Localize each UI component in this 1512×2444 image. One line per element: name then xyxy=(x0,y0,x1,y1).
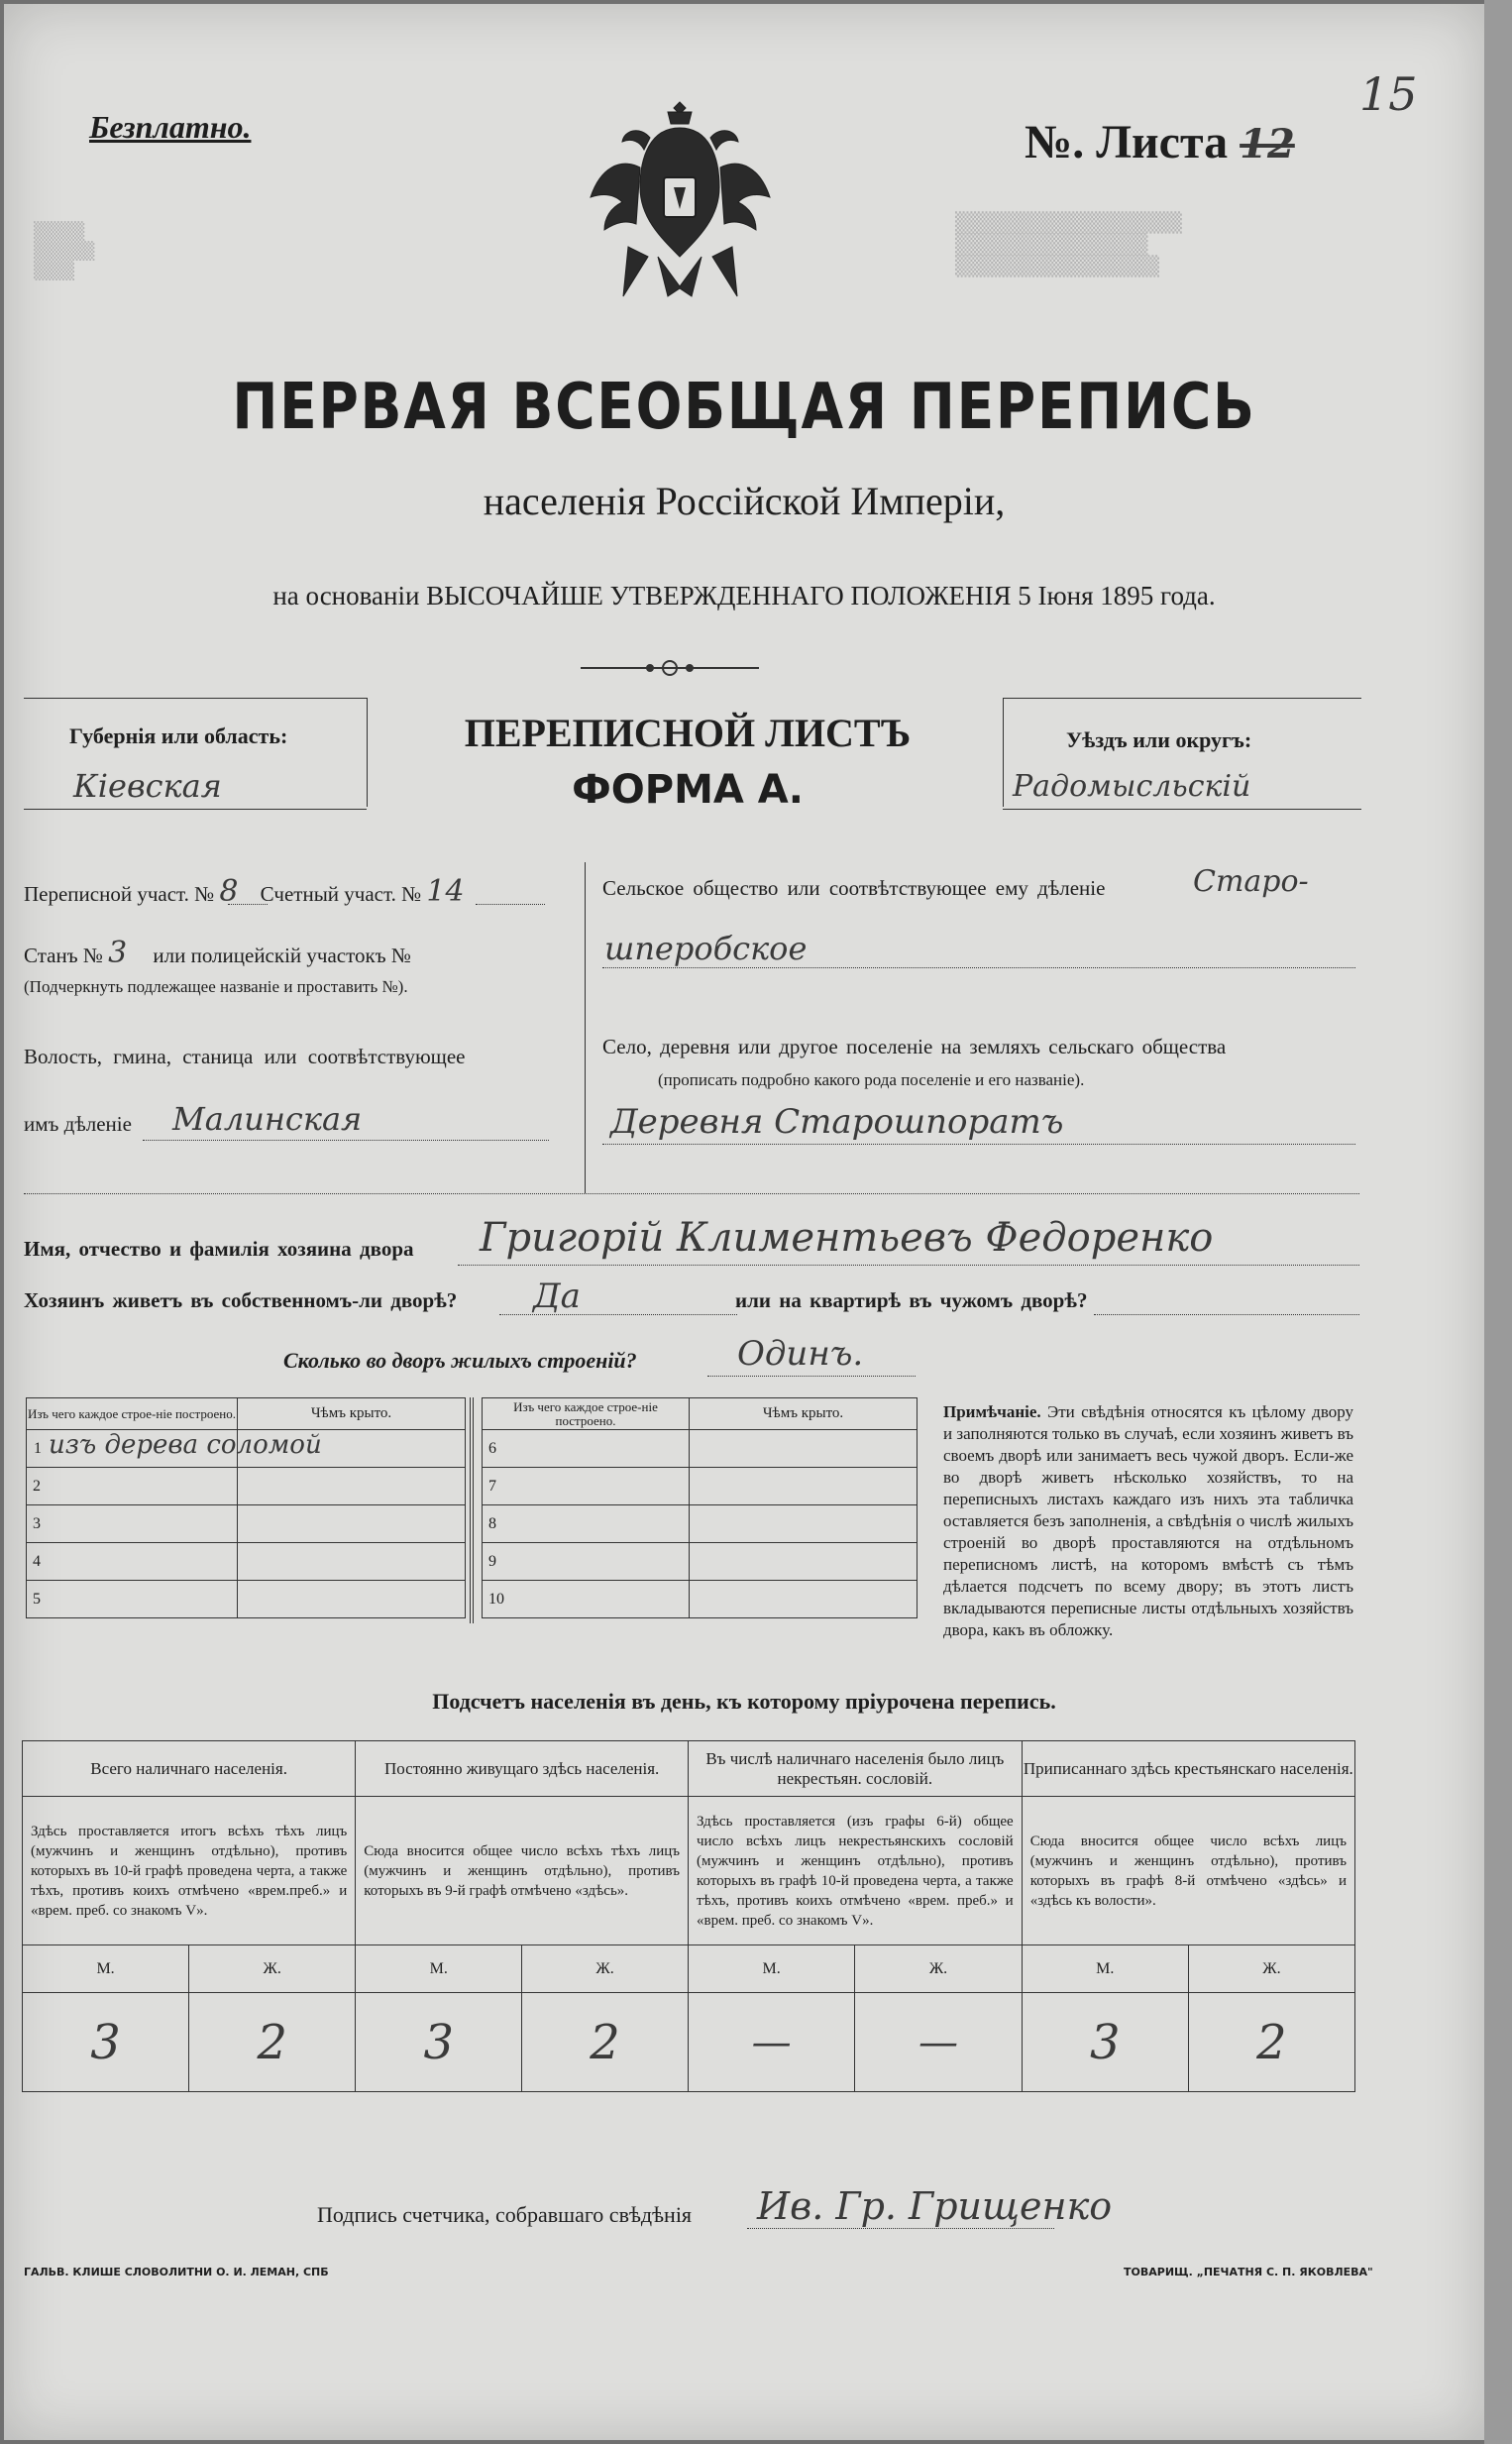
uezd-label: Уѣздъ или округъ: xyxy=(1066,727,1252,752)
material-col-header: Изъ чего каждое строе-ніе построено. xyxy=(483,1398,690,1430)
own-yard-label: Хозяинъ живетъ въ собственномъ-ли дворѣ? xyxy=(24,1288,458,1312)
count-value: 3 xyxy=(23,1993,189,2092)
count-desc-registered-peasant: Сюда вносится общее число всѣхъ лицъ (мужчинъ и женщинъ отдѣльно), противъ которыхъ въ графѣ 8-й отмѣчено «здѣсь» и «здѣсь къ волости». xyxy=(1022,1797,1354,1945)
count-header-total: Всего наличнаго населенія. xyxy=(23,1741,356,1797)
row-1-material: изъ дерева соломой xyxy=(49,1430,322,1460)
corner-number: 15 xyxy=(1359,67,1418,121)
sheet-number xyxy=(1025,115,1295,169)
volost-label: Волость, гмина, станица или соотвѣтствующее xyxy=(24,1045,466,1068)
roof-cell xyxy=(238,1468,466,1505)
ornament-divider xyxy=(581,653,759,683)
note-text: Эти свѣдѣнія относятся къ цѣлому двору и заполняются только въ случаѣ, если хозяинъ живетъ въ своемъ дворѣ или занимаетъ весь чужой дворъ. Если-же во дворѣ живетъ нѣсколько хозяйствъ, то на переписныхъ листахъ каждаго изъ нихъ эта табличка оставляется безъ заполненія, а свѣдѣнія о числѣ жилыхъ строеній во дворѣ проставляются на отдѣльномъ переписномъ листѣ, на которомъ вмѣстѣ съ тѣмъ дѣлается подсчетъ по всему двору; въ этотъ листъ вкладываются переписные листы отдѣльныхъ хозяйствъ двора, какъ въ обложку. xyxy=(943,1402,1354,1639)
row-number: 5 xyxy=(27,1581,238,1618)
roof-cell xyxy=(690,1468,918,1505)
count-section-title: Подсчетъ населенія въ день, къ которому пріурочена перепись. xyxy=(432,1689,1056,1714)
gubernia-label: Губернія или область: xyxy=(69,723,288,748)
count-value: 2 xyxy=(1188,1993,1354,2092)
roof-cell xyxy=(690,1505,918,1543)
sex-label: Ж. xyxy=(1188,1945,1354,1993)
owner-value: Григорій Климентьевъ Федоренко xyxy=(480,1215,1214,1261)
title-sub: населенія Россійской Имперіи, xyxy=(483,479,1006,523)
sex-label: М. xyxy=(1022,1945,1188,1993)
village-value: Деревня Старошпоратъ xyxy=(610,1102,1064,1142)
buildings-label: Сколько во дворъ жилыхъ строеній? xyxy=(283,1348,637,1373)
title-basis: на основаніи ВЫСОЧАЙШЕ УТВЕРЖДЕННАГО ПОЛОЖЕНІЯ 5 Іюня 1895 года. xyxy=(272,581,1216,611)
page-edge xyxy=(1484,0,1512,2444)
police-label: или полицейскій участокъ № xyxy=(153,944,411,967)
form-subtitle: ФОРМА А. xyxy=(572,767,804,813)
count-header-permanent: Постоянно живущаго здѣсь населенія. xyxy=(356,1741,689,1797)
note-title: Примѣчаніе. xyxy=(943,1402,1041,1421)
row-number: 4 xyxy=(27,1543,238,1581)
count-value: 3 xyxy=(356,1993,522,2092)
row-number: 2 xyxy=(27,1468,238,1505)
sex-label: Ж. xyxy=(189,1945,356,1993)
signature-label: Подпись счетчика, собравшаго свѣдѣнія xyxy=(317,2202,693,2227)
society-value-1: Старо- xyxy=(1193,864,1309,899)
count-value: 3 xyxy=(1022,1993,1188,2092)
sheet-number-label: №. Листа xyxy=(1025,116,1229,168)
bleed-through-text: ▒▒▒▒▒ ▒▒▒▒▒▒ ▒▒▒▒ xyxy=(34,222,95,281)
count-header-non-peasant: Въ числѣ наличнаго населенія было лицъ некрестьян. сословій. xyxy=(689,1741,1023,1797)
printer-right: ТОВАРИЩ. „ПЕЧАТНЯ С. П. ЯКОВЛЕВА" xyxy=(1124,2266,1373,2278)
sex-label: М. xyxy=(23,1945,189,1993)
count-value: 2 xyxy=(522,1993,689,2092)
count-header-registered-peasant: Приписаннаго здѣсь крестьянскаго населенія. xyxy=(1022,1741,1354,1797)
row-number: 3 xyxy=(27,1505,238,1543)
stan-field xyxy=(24,936,411,970)
population-count-table xyxy=(22,1740,1355,2092)
roof-cell xyxy=(238,1505,466,1543)
stan-label: Станъ № xyxy=(24,944,103,967)
count-area-value: 14 xyxy=(426,874,465,909)
buildings-value: Одинъ. xyxy=(737,1334,864,1374)
underline-note: (Подчеркнуть подлежащее названіе и проставить №). xyxy=(24,977,408,996)
village-note: (прописать подробно какого рода поселеніе и его названіе). xyxy=(658,1070,1085,1089)
count-desc-non-peasant: Здѣсь проставляется (изъ графы 6-й) общее число всѣхъ лицъ некрестьянскихъ сословій (мужчинъ и женщинъ отдѣльно), противъ которыхъ въ графѣ 10-й проведена черта, а также тѣхъ, противъ коихъ отмѣчено «врем. преб.» и «врем. преб. со знакомъ V». xyxy=(689,1797,1023,1945)
bleed-through-text: ▒▒▒▒▒▒▒▒▒▒▒▒▒▒▒▒▒▒▒▒ ▒▒▒▒▒▒▒▒▒▒▒▒▒▒▒▒▒ ▒▒▒▒▒▒▒▒▒▒▒▒▒▒▒▒▒▒ xyxy=(955,212,1182,278)
census-area-label: Переписной участ. № xyxy=(24,882,215,906)
sex-label: Ж. xyxy=(855,1945,1022,1993)
buildings-table-right xyxy=(482,1397,918,1618)
stan-value: 3 xyxy=(108,936,128,970)
count-value: — xyxy=(689,1993,855,2092)
row-number: 10 xyxy=(483,1581,690,1618)
count-desc-permanent: Сюда вносится общее число всѣхъ тѣхъ лицъ (мужчинъ и женщинъ отдѣльно), противъ которыхъ въ 9-й графѣ отмѣчено «здѣсь». xyxy=(356,1797,689,1945)
row-number: 6 xyxy=(483,1430,690,1468)
title-main: ПЕРВАЯ ВСЕОБЩАЯ ПЕРЕПИСЬ xyxy=(232,371,1256,444)
free-label: Безплатно. xyxy=(89,109,252,145)
census-area-value: 8 xyxy=(219,874,239,909)
signature-value: Ив. Гр. Грищенко xyxy=(757,2184,1113,2228)
volost-value: Малинская xyxy=(172,1100,363,1138)
owner-label: Имя, отчество и фамилія хозяина двора xyxy=(24,1237,414,1261)
count-value: 2 xyxy=(189,1993,356,2092)
count-desc-total: Здѣсь проставляется итогъ всѣхъ тѣхъ лицъ (мужчинъ и женщинъ отдѣльно), противъ которыхъ въ 10-й графѣ проведена черта, а также тѣхъ, противъ коихъ отмѣчено «врем.преб.» и «врем. преб. со знакомъ V». xyxy=(23,1797,356,1945)
uezd-value: Радомысльскій xyxy=(1013,769,1251,804)
roof-cell xyxy=(690,1543,918,1581)
village-label: Село, деревня или другое поселеніе на земляхъ сельскаго общества xyxy=(602,1035,1227,1058)
roof-col-header: Чѣмъ крыто. xyxy=(238,1398,466,1430)
society-value-2: шперобское xyxy=(604,930,808,967)
row-number: 7 xyxy=(483,1468,690,1505)
printer-left: ГАЛЬВ. КЛИШЕ СЛОВОЛИТНИ О. И. ЛЕМАН, СПБ xyxy=(24,2266,329,2278)
roof-col-header: Чѣмъ крыто. xyxy=(690,1398,918,1430)
sex-label: Ж. xyxy=(522,1945,689,1993)
society-label: Сельское общество или соотвѣтствующее ему дѣленіе xyxy=(602,876,1106,900)
row-number: 1 xyxy=(34,1439,42,1457)
sheet-number-value: 12 xyxy=(1240,121,1295,167)
apartment-label: или на квартирѣ въ чужомъ дворѣ? xyxy=(735,1288,1088,1312)
roof-cell xyxy=(238,1581,466,1618)
roof-cell xyxy=(690,1581,918,1618)
row-number: 9 xyxy=(483,1543,690,1581)
roof-cell xyxy=(690,1430,918,1468)
buildings-table-left xyxy=(26,1397,466,1618)
form-title: ПЕРЕПИСНОЙ ЛИСТЪ xyxy=(464,711,912,755)
sex-label: М. xyxy=(689,1945,855,1993)
double-headed-eagle-icon xyxy=(589,98,772,321)
count-area-label: Счетный участ. № xyxy=(260,882,422,906)
census-sheet xyxy=(4,4,1484,2440)
material-col-header: Изъ чего каждое строе-ніе построено. xyxy=(27,1398,238,1430)
sex-label: М. xyxy=(356,1945,522,1993)
count-value: — xyxy=(855,1993,1022,2092)
row-number: 8 xyxy=(483,1505,690,1543)
note-block xyxy=(943,1401,1353,1641)
volost-label-2: имъ дѣленіе xyxy=(24,1112,132,1136)
own-yard-value: Да xyxy=(533,1277,581,1316)
gubernia-value: Кіевская xyxy=(73,767,222,805)
roof-cell xyxy=(238,1543,466,1581)
